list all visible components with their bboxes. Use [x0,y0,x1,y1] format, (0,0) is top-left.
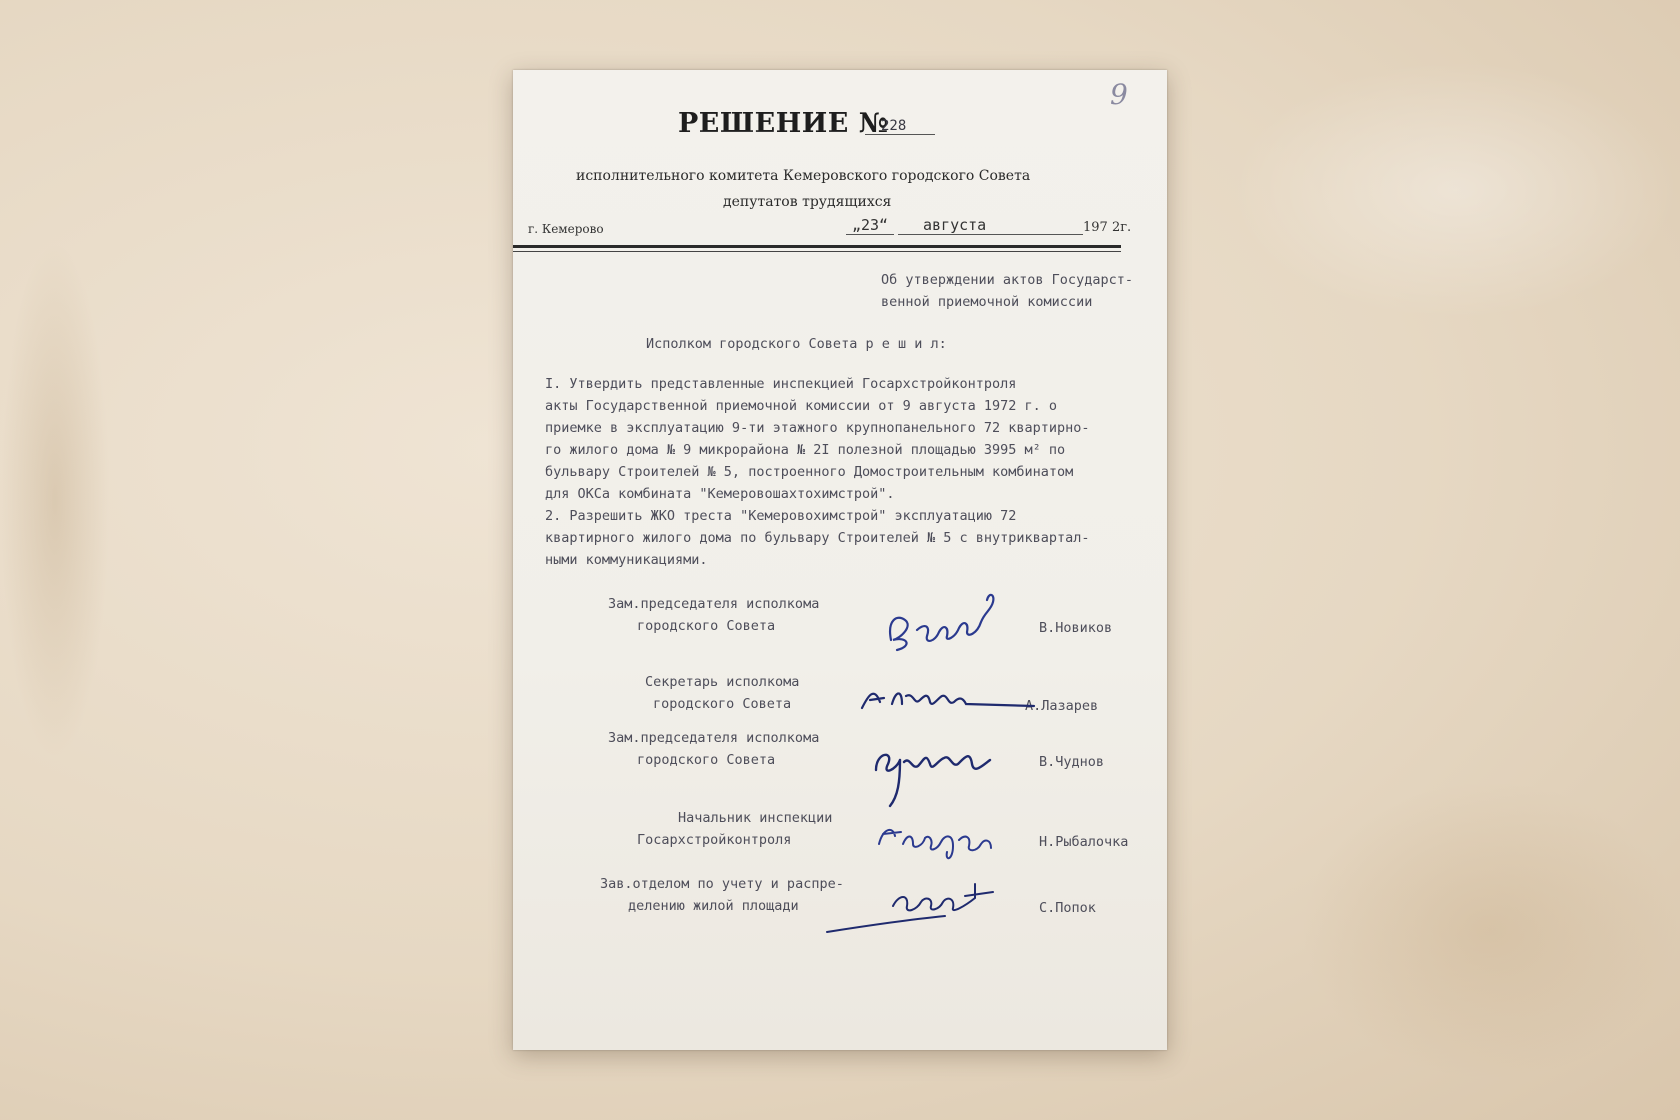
body-line: бульвару Строителей № 5, построенного Домостроительным комбинатом [545,464,1074,480]
signatory-name: В.Новиков [1039,620,1113,636]
header-divider [513,245,1121,248]
date-month: августа [898,216,1083,235]
signatory-role: городского Совета [637,752,776,768]
signatory-role: Зам.председателя исполкома [608,596,820,612]
body-line: го жилого дома № 9 микрорайона № 2I полезной площадью 3995 м² по [545,442,1066,458]
signatory-role: Секретарь исполкома [645,674,800,690]
signatory-role: Начальник инспекции [678,810,833,826]
date-year: 197 2г. [1083,220,1132,235]
issuer-line: исполнительного комитета Кемеровского городского Совета [576,168,1031,184]
subject-line: Об утверждении актов Государст- [881,272,1133,288]
signatory-role: делению жилой площади [628,898,799,914]
resolution-intro: Исполком городского Совета р е ш и л: [646,336,947,352]
signatory-name: С.Попок [1039,900,1096,916]
signatory-name: Н.Рыбалочка [1039,834,1129,850]
document-number: 228 [865,118,935,135]
background-stain [0,240,110,760]
signature-chudnov [870,730,1010,810]
header-divider [513,251,1121,252]
body-line: акты Государственной приемочной комиссии от 9 августа 1972 г. о [545,398,1058,414]
signature-popok [825,876,1005,936]
background-stain [1300,780,1680,1080]
document-title: РЕШЕНИЕ № [678,108,889,139]
city: г. Кемерово [528,222,604,236]
body-line: ными коммуникациями. [545,552,708,568]
body-line: приемке в эксплуатацию 9-ти этажного крупнопанельного 72 квартирно- [545,420,1090,436]
signatory-name: А.Лазарев [1025,698,1099,714]
signatory-role: Зав.отделом по учету и распре- [600,876,844,892]
page-number: 9 [1110,78,1128,111]
document-sheet [513,70,1167,1050]
signatory-role: городского Совета [653,696,792,712]
signatory-role: Госархстройконтроля [637,832,792,848]
signatory-role: Зам.председателя исполкома [608,730,820,746]
signatory-role: городского Совета [637,618,776,634]
signature-novikov [883,580,1013,660]
subject-line: венной приемочной комиссии [881,294,1093,310]
body-line: 2. Разрешить ЖКО треста "Кемеровохимстрой" эксплуатацию 72 [545,508,1017,524]
date-day: „23“ [846,216,894,235]
body-line: I. Утвердить представленные инспекцией Госархстройконтроля [545,376,1017,392]
signatory-name: В.Чуднов [1039,754,1105,770]
body-line: для ОКСа комбината "Кемеровошахтохимстрой". [545,486,895,502]
signature-rybalochka [873,816,1013,866]
issuer-line: депутатов трудящихся [723,194,892,210]
background-stain [1230,60,1680,320]
signature-lazarev [858,678,1048,718]
body-line: квартирного жилого дома по бульвару Строителей № 5 с внутриквартал- [545,530,1090,546]
